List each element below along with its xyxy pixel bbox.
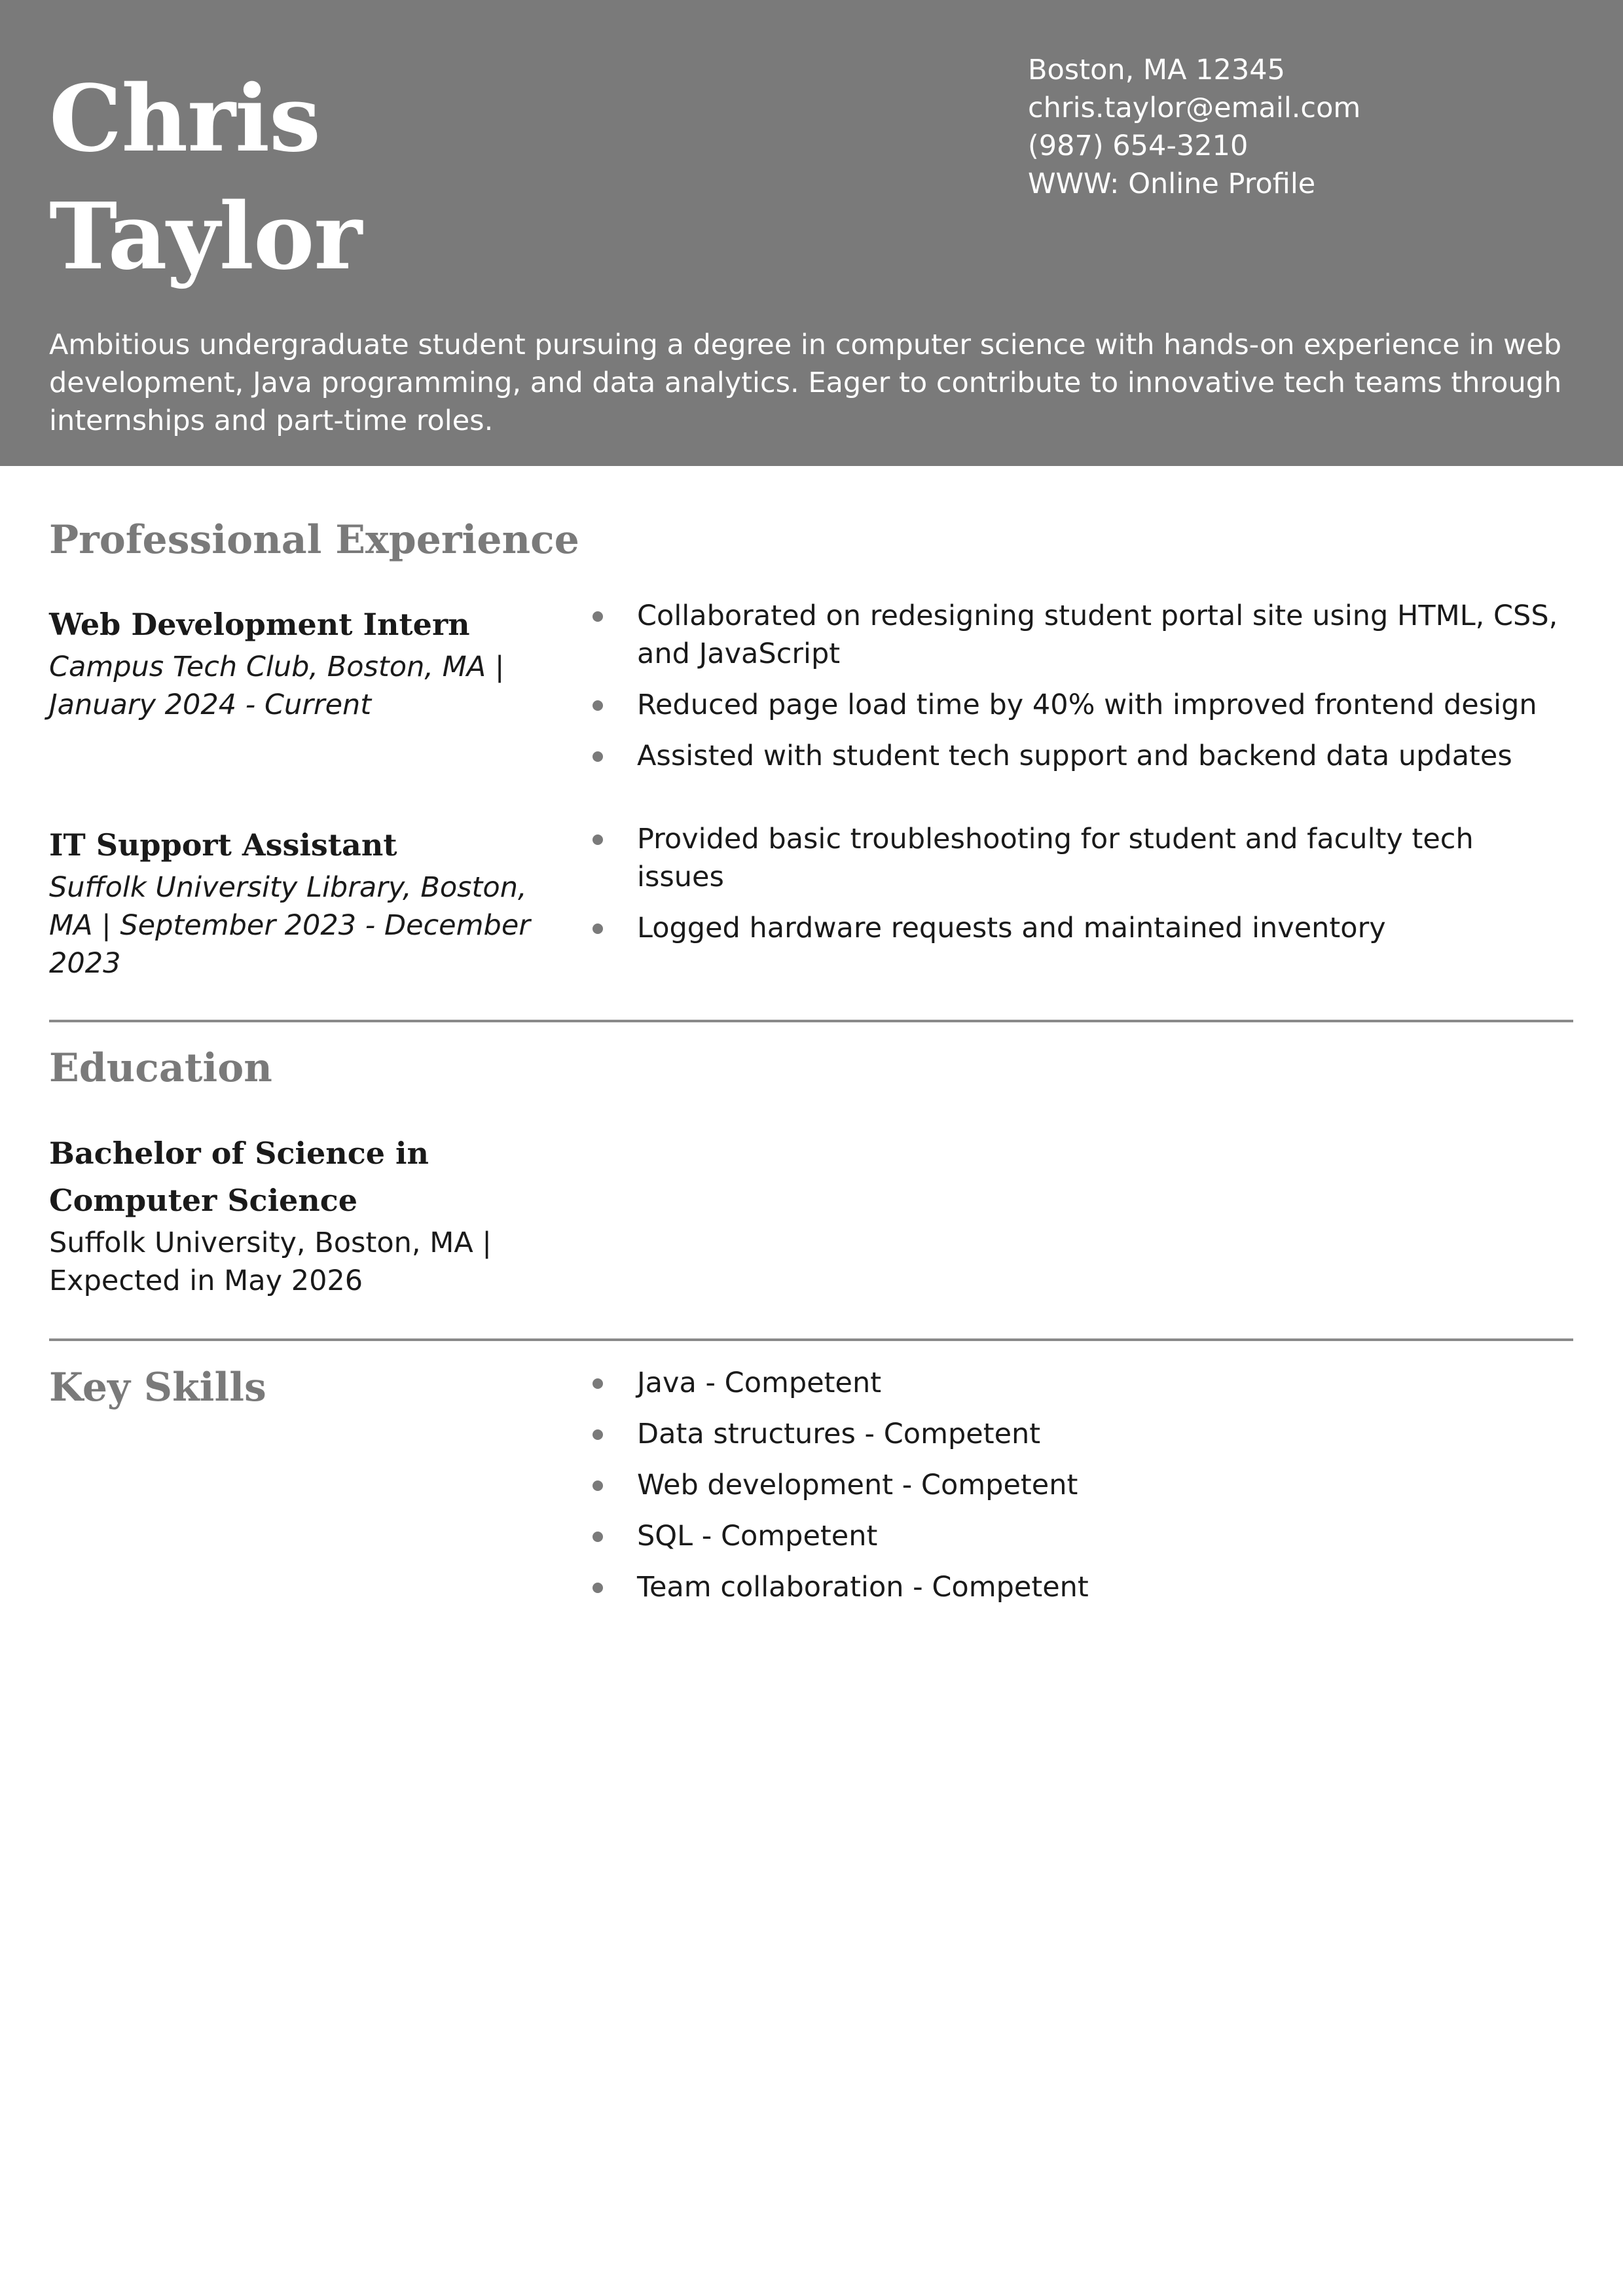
professional-summary: Ambitious undergraduate student pursuing a degree in computer science with hands-on experience in web development, Java programming, and data analytics. Eager to contribute to innovative tech teams through internships and part-time roles. bbox=[49, 329, 1562, 437]
section-divider bbox=[49, 1020, 1573, 1022]
experience-section-title: Professional Experience bbox=[49, 517, 579, 563]
list-item: Provided basic troubleshooting for student and faculty tech issues bbox=[593, 820, 1561, 896]
contact-info bbox=[1028, 51, 1360, 203]
contact-website[interactable]: WWW: Online Profile bbox=[1028, 168, 1316, 200]
first-name: Chris bbox=[49, 65, 320, 173]
bullet-icon bbox=[593, 1532, 603, 1542]
bullet-icon bbox=[593, 700, 603, 711]
education-entry bbox=[49, 1130, 547, 1300]
job-entry-1 bbox=[49, 601, 547, 724]
job-entry-2 bbox=[49, 821, 547, 982]
list-item: Logged hardware requests and maintained inventory bbox=[593, 909, 1561, 947]
list-item: Web development - Competent bbox=[593, 1466, 1561, 1504]
list-item: Collaborated on redesigning student portal site using HTML, CSS, and JavaScript bbox=[593, 597, 1561, 673]
section-divider bbox=[49, 1338, 1573, 1341]
list-item: Team collaboration - Competent bbox=[593, 1568, 1561, 1606]
job-2-bullets bbox=[593, 820, 1561, 960]
contact-location: Boston, MA 12345 bbox=[1028, 54, 1285, 86]
job-title: Web Development Intern bbox=[49, 607, 470, 642]
job-1-bullets bbox=[593, 597, 1561, 788]
job-meta: Campus Tech Club, Boston, MA | January 2024 - Current bbox=[49, 651, 505, 721]
job-meta: Suffolk University Library, Boston, MA | September 2023 - December 2023 bbox=[49, 871, 530, 980]
bullet-icon bbox=[593, 1429, 603, 1440]
list-item: Assisted with student tech support and backend data updates bbox=[593, 737, 1561, 775]
candidate-name bbox=[49, 60, 361, 296]
bullet-icon bbox=[593, 1583, 603, 1593]
bullet-icon bbox=[593, 751, 603, 762]
list-item: Data structures - Competent bbox=[593, 1415, 1561, 1453]
education-meta: Suffolk University, Boston, MA | Expected in May 2026 bbox=[49, 1227, 492, 1297]
list-item: SQL - Competent bbox=[593, 1517, 1561, 1555]
bullet-icon bbox=[593, 1378, 603, 1389]
list-item: Reduced page load time by 40% with improved frontend design bbox=[593, 686, 1561, 724]
skills-list bbox=[593, 1364, 1561, 1619]
skills-section-title: Key Skills bbox=[49, 1365, 266, 1410]
last-name: Taylor bbox=[49, 183, 362, 291]
bullet-icon bbox=[593, 1480, 603, 1491]
bullet-icon bbox=[593, 611, 603, 622]
resume-header bbox=[0, 0, 1623, 466]
contact-phone: (987) 654-3210 bbox=[1028, 130, 1249, 162]
degree-title: Bachelor of Science in Computer Science bbox=[49, 1136, 429, 1218]
list-item: Java - Competent bbox=[593, 1364, 1561, 1402]
contact-email[interactable]: chris.taylor@email.com bbox=[1028, 92, 1361, 124]
bullet-icon bbox=[593, 924, 603, 934]
bullet-icon bbox=[593, 834, 603, 845]
education-section-title: Education bbox=[49, 1045, 272, 1091]
job-title: IT Support Assistant bbox=[49, 827, 397, 863]
